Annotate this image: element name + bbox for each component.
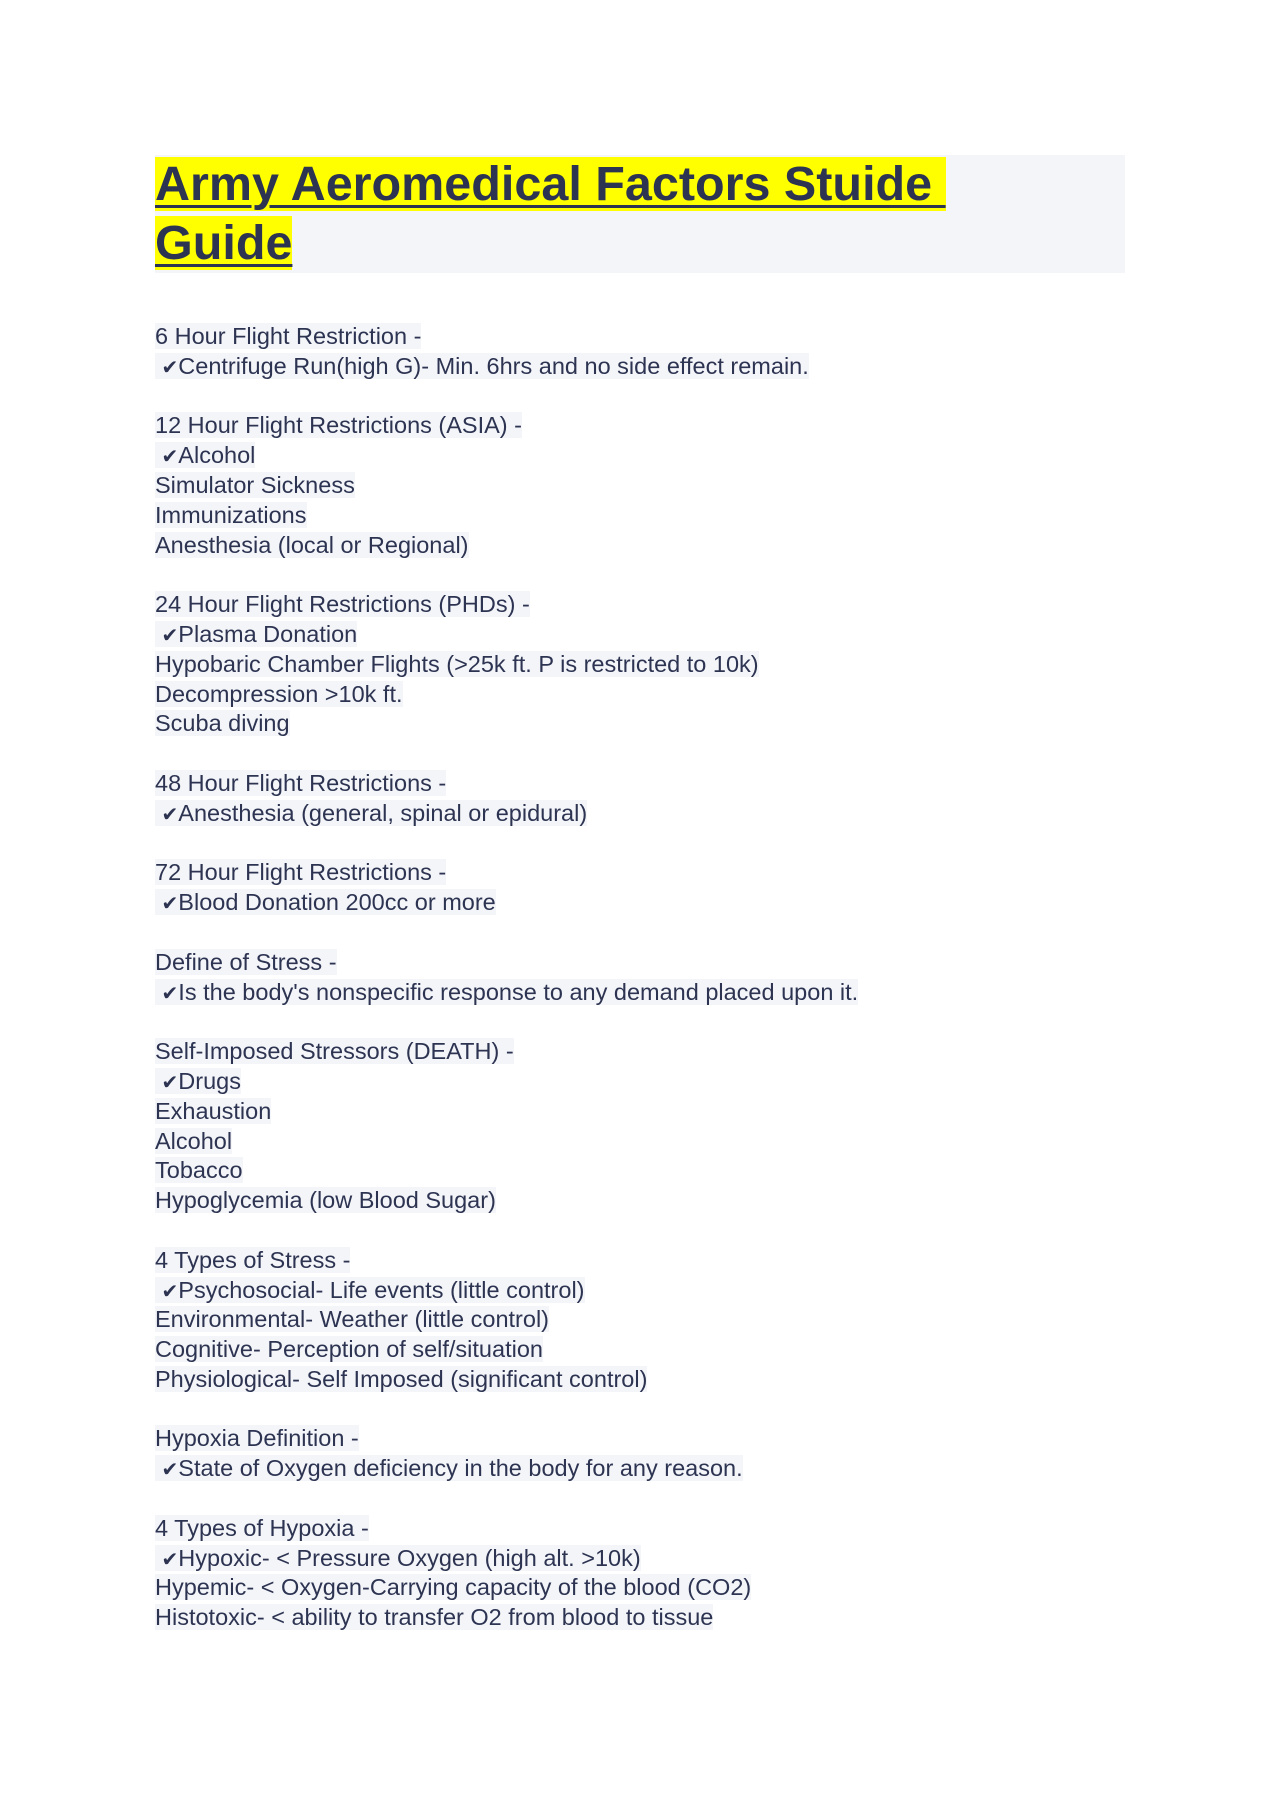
answer-text: Blood Donation 200cc or more (178, 889, 496, 916)
section-heading: Self-Imposed Stressors (DEATH) - (155, 1038, 514, 1065)
section-heading-line (155, 769, 1155, 799)
answer-item: Environmental- Weather (little control) (155, 1306, 549, 1333)
answer-first-item (155, 1068, 241, 1094)
answer-item: Scuba diving (155, 710, 290, 737)
answer-first-line (155, 1454, 1155, 1484)
answer-line (155, 1365, 1155, 1395)
section-heading-line (155, 1246, 1155, 1276)
checkmark-icon: ✔ (161, 980, 179, 1005)
flashcard-section (155, 948, 1155, 1008)
answer-first-item (155, 979, 858, 1005)
answer-first-line (155, 1067, 1155, 1097)
answer-item: Alcohol (155, 1127, 233, 1154)
answer-line (155, 680, 1155, 710)
answer-line (155, 1603, 1155, 1633)
checkmark-icon: ✔ (161, 1278, 179, 1303)
answer-text: Psychosocial- Life events (little control) (178, 1276, 585, 1303)
section-heading: Define of Stress - (155, 948, 337, 975)
section-heading-line (155, 1514, 1155, 1544)
section-heading: 4 Types of Hypoxia - (155, 1514, 369, 1541)
answer-line (155, 1335, 1155, 1365)
answer-item: Histotoxic- < ability to transfer O2 from blood to tissue (155, 1604, 714, 1631)
section-heading: 72 Hour Flight Restrictions - (155, 859, 447, 886)
answer-item: Decompression >10k ft. (155, 680, 403, 707)
answer-first-line (155, 799, 1155, 829)
answer-first-line (155, 1276, 1155, 1306)
flashcard-section (155, 1037, 1155, 1216)
answer-line (155, 501, 1155, 531)
section-heading-line (155, 948, 1155, 978)
answer-item: Immunizations (155, 501, 307, 528)
document-body (155, 322, 1155, 1663)
answer-text: Is the body's nonspecific response to any demand placed upon it. (178, 978, 859, 1005)
answer-item: Anesthesia (local or Regional) (155, 531, 469, 558)
answer-line (155, 1305, 1155, 1335)
answer-first-line (155, 978, 1155, 1008)
section-heading: 12 Hour Flight Restrictions (ASIA) - (155, 412, 522, 439)
answer-first-item (155, 1545, 641, 1571)
answer-first-item (155, 889, 496, 915)
checkmark-icon: ✔ (161, 891, 179, 916)
section-heading: 24 Hour Flight Restrictions (PHDs) - (155, 591, 530, 618)
answer-first-item (155, 1277, 585, 1303)
checkmark-icon: ✔ (161, 1546, 179, 1571)
answer-item: Cognitive- Perception of self/situation (155, 1336, 543, 1363)
section-heading: 6 Hour Flight Restriction - (155, 323, 422, 349)
answer-line (155, 531, 1155, 561)
answer-line (155, 1156, 1155, 1186)
answer-text: Plasma Donation (178, 620, 358, 647)
flashcard-section (155, 411, 1155, 560)
answer-first-line (155, 620, 1155, 650)
title-line-2: Guide (155, 216, 293, 270)
answer-first-line (155, 352, 1155, 382)
flashcard-section (155, 1514, 1155, 1633)
flashcard-section (155, 858, 1155, 918)
answer-line (155, 1127, 1155, 1157)
section-heading-line (155, 411, 1155, 441)
flashcard-section (155, 590, 1155, 739)
section-heading-line (155, 590, 1155, 620)
section-heading: Hypoxia Definition - (155, 1425, 359, 1452)
section-heading-line (155, 1424, 1155, 1454)
answer-line (155, 650, 1155, 680)
answer-first-item (155, 353, 809, 379)
section-heading-line (155, 1037, 1155, 1067)
section-heading: 48 Hour Flight Restrictions - (155, 769, 447, 796)
answer-text: Alcohol (178, 442, 256, 469)
answer-item: Hypobaric Chamber Flights (>25k ft. P is restricted to 10k) (155, 650, 759, 677)
answer-item: Physiological- Self Imposed (significant control) (155, 1365, 648, 1392)
answer-text: Anesthesia (general, spinal or epidural) (178, 799, 588, 826)
title-block (155, 155, 1125, 273)
answer-item: Hypoglycemia (low Blood Sugar) (155, 1187, 496, 1214)
answer-text: Hypoxic- < Pressure Oxygen (high alt. >10k) (178, 1544, 641, 1571)
answer-text: Drugs (178, 1067, 241, 1094)
section-heading-line (155, 322, 1155, 352)
answer-item: Hypemic- < Oxygen-Carrying capacity of the blood (CO2) (155, 1574, 752, 1601)
answer-text: State of Oxygen deficiency in the body for any reason. (178, 1455, 743, 1482)
answer-first-line (155, 1544, 1155, 1574)
answer-line (155, 1186, 1155, 1216)
title-line-1: Army Aeromedical Factors Stuide (155, 157, 946, 211)
checkmark-icon: ✔ (161, 801, 179, 826)
flashcard-section (155, 1246, 1155, 1395)
checkmark-icon: ✔ (161, 354, 179, 379)
answer-first-item (155, 800, 587, 826)
section-heading-line (155, 858, 1155, 888)
page-title (155, 155, 1125, 273)
answer-first-item (155, 1455, 743, 1481)
answer-first-item (155, 621, 357, 647)
checkmark-icon: ✔ (161, 1069, 179, 1094)
answer-line (155, 1573, 1155, 1603)
checkmark-icon: ✔ (161, 622, 179, 647)
answer-first-item (155, 442, 255, 468)
flashcard-section (155, 1424, 1155, 1484)
answer-item: Simulator Sickness (155, 471, 355, 498)
flashcard-section (155, 769, 1155, 829)
answer-line (155, 1097, 1155, 1127)
answer-item: Tobacco (155, 1157, 243, 1184)
answer-text: Centrifuge Run(high G)- Min. 6hrs and no side effect remain. (178, 352, 809, 379)
section-heading: 4 Types of Stress - (155, 1246, 351, 1273)
checkmark-icon: ✔ (161, 1457, 179, 1482)
answer-first-line (155, 441, 1155, 471)
answer-first-line (155, 888, 1155, 918)
answer-item: Exhaustion (155, 1097, 272, 1124)
answer-line (155, 709, 1155, 739)
flashcard-section (155, 322, 1155, 382)
answer-line (155, 471, 1155, 501)
checkmark-icon: ✔ (161, 444, 179, 469)
